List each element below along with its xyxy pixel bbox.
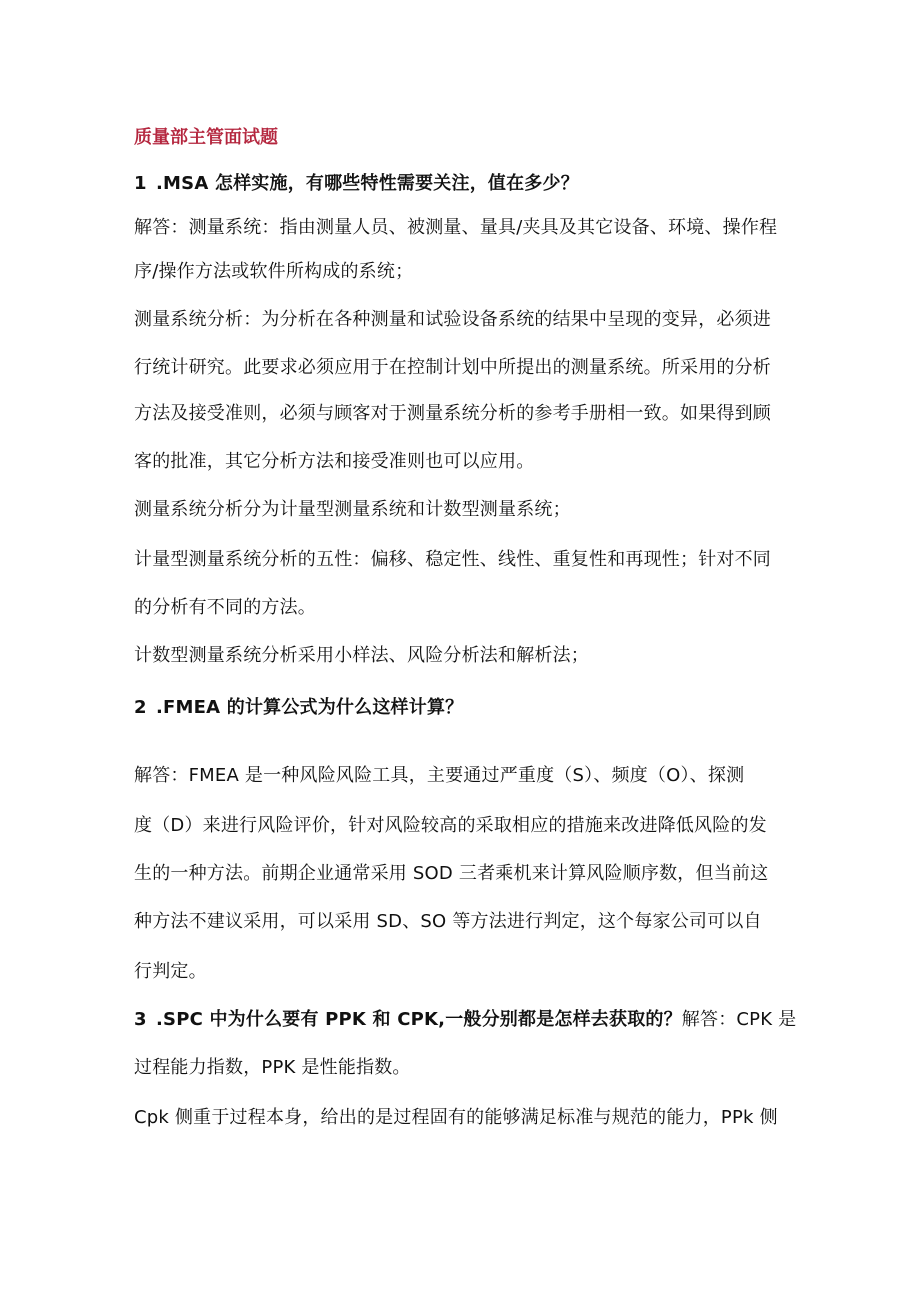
answer-3-inline: 解答：CPK 是 <box>681 1009 797 1030</box>
answer-2-line: 解答：FMEA 是一种风险风险工具，主要通过严重度（S）、频度（O）、探测 <box>134 765 745 786</box>
answer-1-line: 方法及接受准则，必须与顾客对于测量系统分析的参考手册相一致。如果得到顾 <box>134 403 771 424</box>
answer-1-line: 测量系统分析：为分析在各种测量和试验设备系统的结果中呈现的变异，必须进 <box>134 309 771 330</box>
question-number: 1 <box>134 173 147 194</box>
question-number: 3 <box>134 1009 147 1030</box>
answer-1-line: 行统计研究。此要求必须应用于在控制计划中所提出的测量系统。所采用的分析 <box>134 357 771 378</box>
answer-2-line: 行判定。 <box>134 961 207 982</box>
page-title: 质量部主管面试题 <box>134 127 278 148</box>
answer-2-line: 生的一种方法。前期企业通常采用 SOD 三者乘机来计算风险顺序数，但当前这 <box>134 863 769 884</box>
question-text: .FMEA 的计算公式为什么这样计算？ <box>156 697 464 718</box>
answer-3-line: 过程能力指数，PPK 是性能指数。 <box>134 1057 411 1078</box>
answer-1-line: 序/操作方法或软件所构成的系统； <box>134 261 414 282</box>
question-1 <box>134 170 579 198</box>
answer-3-line: Cpk 侧重于过程本身，给出的是过程固有的能够满足标准与规范的能力，PPk 侧 <box>134 1107 778 1128</box>
question-text: .SPC 中为什么要有 PPK 和 CPK,一般分别都是怎样去获取的？ <box>156 1009 682 1030</box>
answer-1-line: 的分析有不同的方法。 <box>134 597 316 618</box>
answer-2-line: 度（D）来进行风险评价，针对风险较高的采取相应的措施来改进降低风险的发 <box>134 815 767 836</box>
question-text: .MSA 怎样实施，有哪些特性需要关注，值在多少？ <box>156 173 579 194</box>
answer-1-line: 测量系统分析分为计量型测量系统和计数型测量系统； <box>134 499 571 520</box>
answer-1-line: 解答：测量系统：指由测量人员、被测量、量具/夹具及其它设备、环境、操作程 <box>134 217 778 238</box>
answer-2-line: 种方法不建议采用，可以采用 SD、SO 等方法进行判定，这个每家公司可以自 <box>134 911 762 932</box>
answer-1-line: 客的批准，其它分析方法和接受准则也可以应用。 <box>134 451 535 472</box>
question-2 <box>134 694 463 722</box>
question-3 <box>134 1006 796 1034</box>
answer-1-line: 计数型测量系统分析采用小样法、风险分析法和解析法； <box>134 645 589 666</box>
answer-1-line: 计量型测量系统分析的五性：偏移、稳定性、线性、重复性和再现性；针对不同 <box>134 549 771 570</box>
question-number: 2 <box>134 697 147 718</box>
